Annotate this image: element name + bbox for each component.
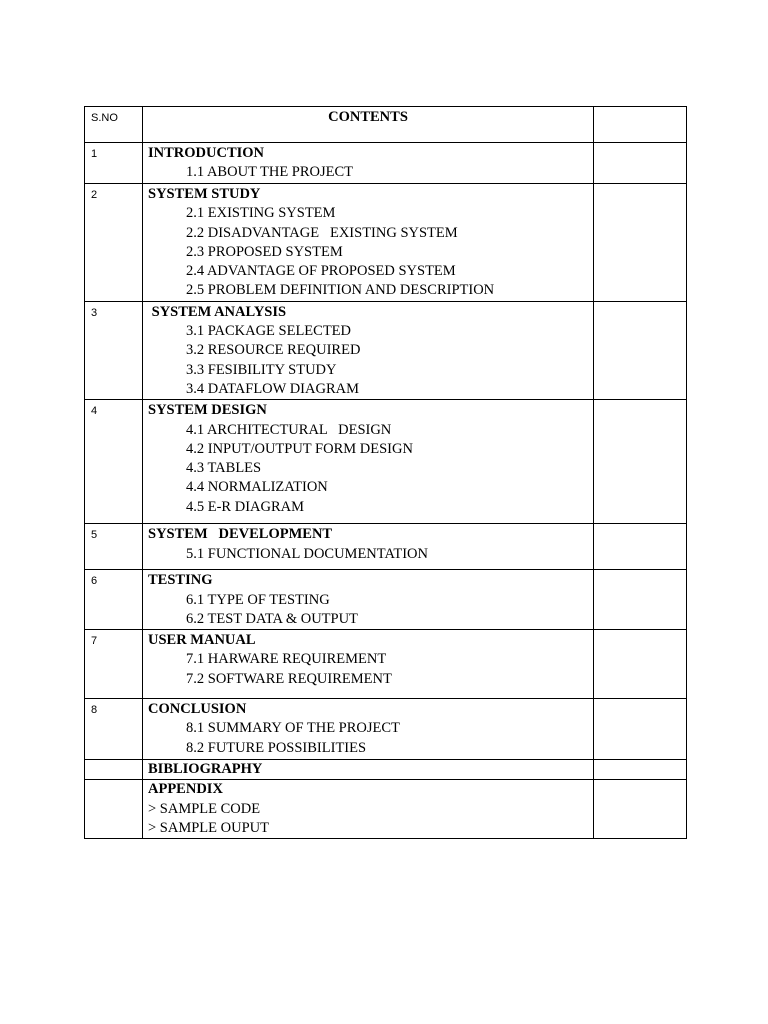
section-title: TESTING bbox=[148, 572, 213, 589]
section-title: SYSTEM DEVELOPMENT bbox=[148, 526, 333, 543]
sno-header-cell bbox=[85, 107, 143, 143]
section-title: SYSTEM STUDY bbox=[148, 186, 261, 202]
subsection-item: 6.2 TEST DATA & OUTPUT bbox=[186, 610, 358, 627]
row-number bbox=[85, 760, 142, 764]
section-title: CONCLUSION bbox=[148, 701, 247, 718]
subsection-item: 8.1 SUMMARY OF THE PROJECT bbox=[186, 720, 400, 737]
row-number: 8 bbox=[91, 704, 98, 717]
row-number: 6 bbox=[91, 575, 98, 588]
subsection-item: 3.3 FESIBILITY STUDY bbox=[186, 361, 337, 378]
subsection-item: 2.1 EXISTING SYSTEM bbox=[186, 205, 336, 222]
subsection-item: 7.2 SOFTWARE REQUIREMENT bbox=[186, 670, 392, 687]
subsection-item: 8.2 FUTURE POSSIBILITIES bbox=[186, 739, 367, 756]
subsection-item: 4.4 NORMALIZATION bbox=[186, 479, 328, 496]
contents-table bbox=[84, 106, 687, 839]
page-cell bbox=[594, 184, 687, 302]
subsection-item: 2.5 PROBLEM DEFINITION AND DESCRIPTION bbox=[186, 282, 495, 299]
subsection-item: 4.2 INPUT/OUTPUT FORM DESIGN bbox=[186, 440, 413, 457]
table-row bbox=[85, 301, 687, 399]
appendix-item: > SAMPLE CODE bbox=[148, 800, 261, 817]
subsection-item: 2.4 ADVANTAGE OF PROPOSED SYSTEM bbox=[186, 263, 456, 280]
subsection-item: 2.3 PROPOSED SYSTEM bbox=[186, 243, 343, 260]
subsection-item: 1.1 ABOUT THE PROJECT bbox=[186, 164, 354, 181]
page-cell bbox=[594, 780, 687, 839]
page-cell bbox=[594, 630, 687, 699]
table-row bbox=[85, 524, 687, 570]
row-number: 3 bbox=[91, 306, 98, 319]
row-number: 2 bbox=[91, 189, 98, 201]
contents-header-cell bbox=[143, 107, 594, 143]
section-title: INTRODUCTION bbox=[148, 145, 265, 161]
subsection-item: 7.1 HARWARE REQUIREMENT bbox=[186, 651, 387, 668]
page-cell bbox=[594, 524, 687, 570]
subsection-item: 4.3 TABLES bbox=[186, 460, 262, 477]
table-row bbox=[85, 630, 687, 699]
table-row bbox=[85, 699, 687, 760]
table-row bbox=[85, 184, 687, 302]
table-row bbox=[85, 143, 687, 184]
subsection-item: 5.1 FUNCTIONAL DOCUMENTATION bbox=[186, 545, 428, 562]
section-title: APPENDIX bbox=[148, 781, 223, 798]
section-title: USER MANUAL bbox=[148, 632, 256, 649]
subsection-item: 3.4 DATAFLOW DIAGRAM bbox=[186, 380, 359, 397]
subsection-item: 6.1 TYPE OF TESTING bbox=[186, 591, 330, 608]
subsection-item: 4.5 E-R DIAGRAM bbox=[186, 498, 305, 515]
subsection-item: 3.2 RESOURCE REQUIRED bbox=[186, 342, 361, 359]
table-row bbox=[85, 570, 687, 630]
table-row bbox=[85, 400, 687, 524]
subsection-item: 3.1 PACKAGE SELECTED bbox=[186, 323, 352, 340]
page-cell bbox=[594, 301, 687, 399]
row-number: 4 bbox=[91, 405, 98, 418]
row-number: 1 bbox=[91, 148, 98, 160]
table-row bbox=[85, 780, 687, 839]
section-title: SYSTEM ANALYSIS bbox=[148, 303, 287, 320]
header-row bbox=[85, 107, 687, 143]
sno-header: S.NO bbox=[91, 112, 118, 124]
section-title: SYSTEM DESIGN bbox=[148, 402, 267, 419]
page-cell bbox=[594, 760, 687, 780]
page-cell bbox=[594, 143, 687, 184]
page-cell bbox=[594, 400, 687, 524]
page-header-cell bbox=[594, 107, 687, 143]
appendix-item: > SAMPLE OUPUT bbox=[148, 820, 269, 837]
row-number: 7 bbox=[91, 635, 98, 648]
page-cell bbox=[594, 699, 687, 760]
table-row bbox=[85, 760, 687, 780]
contents-header: CONTENTS bbox=[328, 109, 408, 125]
subsection-item: 4.1 ARCHITECTURAL DESIGN bbox=[186, 421, 392, 438]
section-title: BIBLIOGRAPHY bbox=[148, 761, 263, 778]
row-number bbox=[85, 780, 142, 784]
page-cell bbox=[594, 570, 687, 630]
subsection-item: 2.2 DISADVANTAGE EXISTING SYSTEM bbox=[186, 224, 458, 241]
row-number: 5 bbox=[91, 529, 98, 542]
